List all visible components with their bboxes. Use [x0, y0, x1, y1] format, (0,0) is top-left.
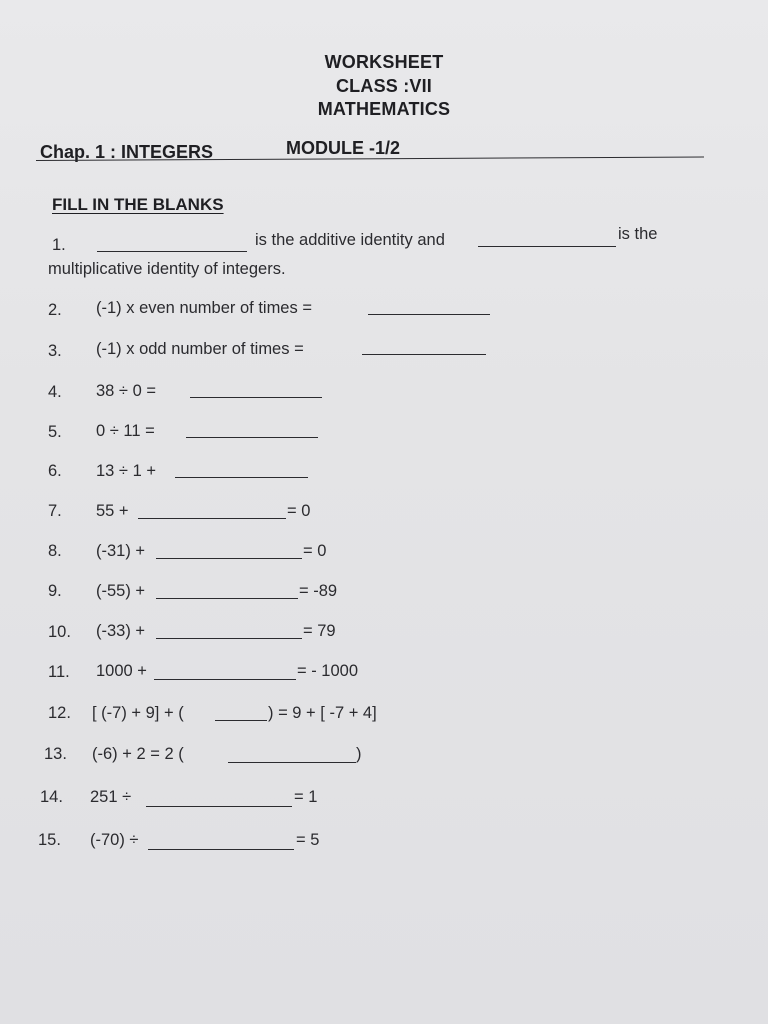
answer-blank[interactable] [175, 477, 308, 478]
question-text: (-6) + 2 = 2 ( [92, 745, 184, 763]
question-text: (-1) x even number of times = [96, 299, 312, 317]
question-number: 11. [48, 663, 70, 681]
worksheet-title: WORKSHEET [324, 52, 444, 72]
question-number: 8. [48, 542, 62, 560]
class-label: CLASS :VII [335, 76, 432, 96]
question-text: 38 ÷ 0 = [96, 382, 156, 400]
question-text: = -89 [299, 582, 338, 600]
question-number: 2. [48, 301, 62, 319]
question-text: ) = 9 + [ -7 + 4] [268, 704, 377, 722]
question-number: 1. [52, 236, 66, 254]
question-text: (-55) + [96, 582, 146, 600]
question-number: 12. [48, 704, 71, 722]
question-number: 10. [48, 623, 71, 641]
question-text: 251 ÷ [90, 788, 132, 806]
question-text: 13 ÷ 1 + [96, 462, 156, 480]
chapter-label: Chap. 1 : INTEGERS [40, 142, 214, 162]
answer-blank[interactable] [97, 251, 247, 252]
subject-label: MATHEMATICS [317, 99, 451, 119]
question-number: 6. [48, 462, 62, 480]
answer-blank[interactable] [148, 849, 294, 850]
question-text: = 1 [294, 788, 318, 806]
question-text: 55 + [96, 502, 129, 520]
question-text: [ (-7) + 9] + ( [92, 704, 184, 722]
question-text: = 0 [287, 502, 311, 520]
question-text: multiplicative identity of integers. [48, 260, 286, 278]
answer-blank[interactable] [478, 246, 616, 247]
answer-blank[interactable] [156, 638, 302, 639]
question-number: 14. [40, 788, 63, 806]
answer-blank[interactable] [156, 598, 298, 599]
question-text: is the [618, 225, 658, 243]
question-number: 15. [38, 831, 61, 849]
question-number: 5. [48, 423, 62, 441]
answer-blank[interactable] [190, 397, 322, 398]
question-number: 7. [48, 502, 62, 520]
answer-blank[interactable] [368, 314, 490, 315]
answer-blank[interactable] [138, 518, 286, 519]
question-text: (-70) ÷ [90, 831, 139, 849]
question-number: 13. [44, 745, 67, 763]
answer-blank[interactable] [228, 762, 356, 763]
answer-blank[interactable] [215, 720, 267, 721]
answer-blank[interactable] [362, 354, 486, 355]
question-text: 1000 + [96, 662, 147, 680]
question-text: (-33) + [96, 622, 146, 640]
answer-blank[interactable] [154, 679, 296, 680]
question-text: ) [356, 745, 362, 763]
question-text: 0 ÷ 11 = [96, 422, 155, 440]
question-text: = - 1000 [297, 662, 359, 680]
question-number: 4. [48, 383, 62, 401]
question-text: = 0 [303, 542, 327, 560]
question-text: is the additive identity and [255, 231, 445, 249]
question-text: (-31) + [96, 542, 146, 560]
question-text: (-1) x odd number of times = [96, 340, 304, 358]
question-number: 9. [48, 582, 62, 600]
question-number: 3. [48, 342, 62, 360]
answer-blank[interactable] [186, 437, 318, 438]
question-text: = 79 [303, 622, 336, 640]
question-text: = 5 [296, 831, 320, 849]
answer-blank[interactable] [156, 558, 302, 559]
section-title: FILL IN THE BLANKS [52, 195, 224, 214]
answer-blank[interactable] [146, 806, 292, 807]
module-label: MODULE -1/2 [286, 138, 401, 158]
